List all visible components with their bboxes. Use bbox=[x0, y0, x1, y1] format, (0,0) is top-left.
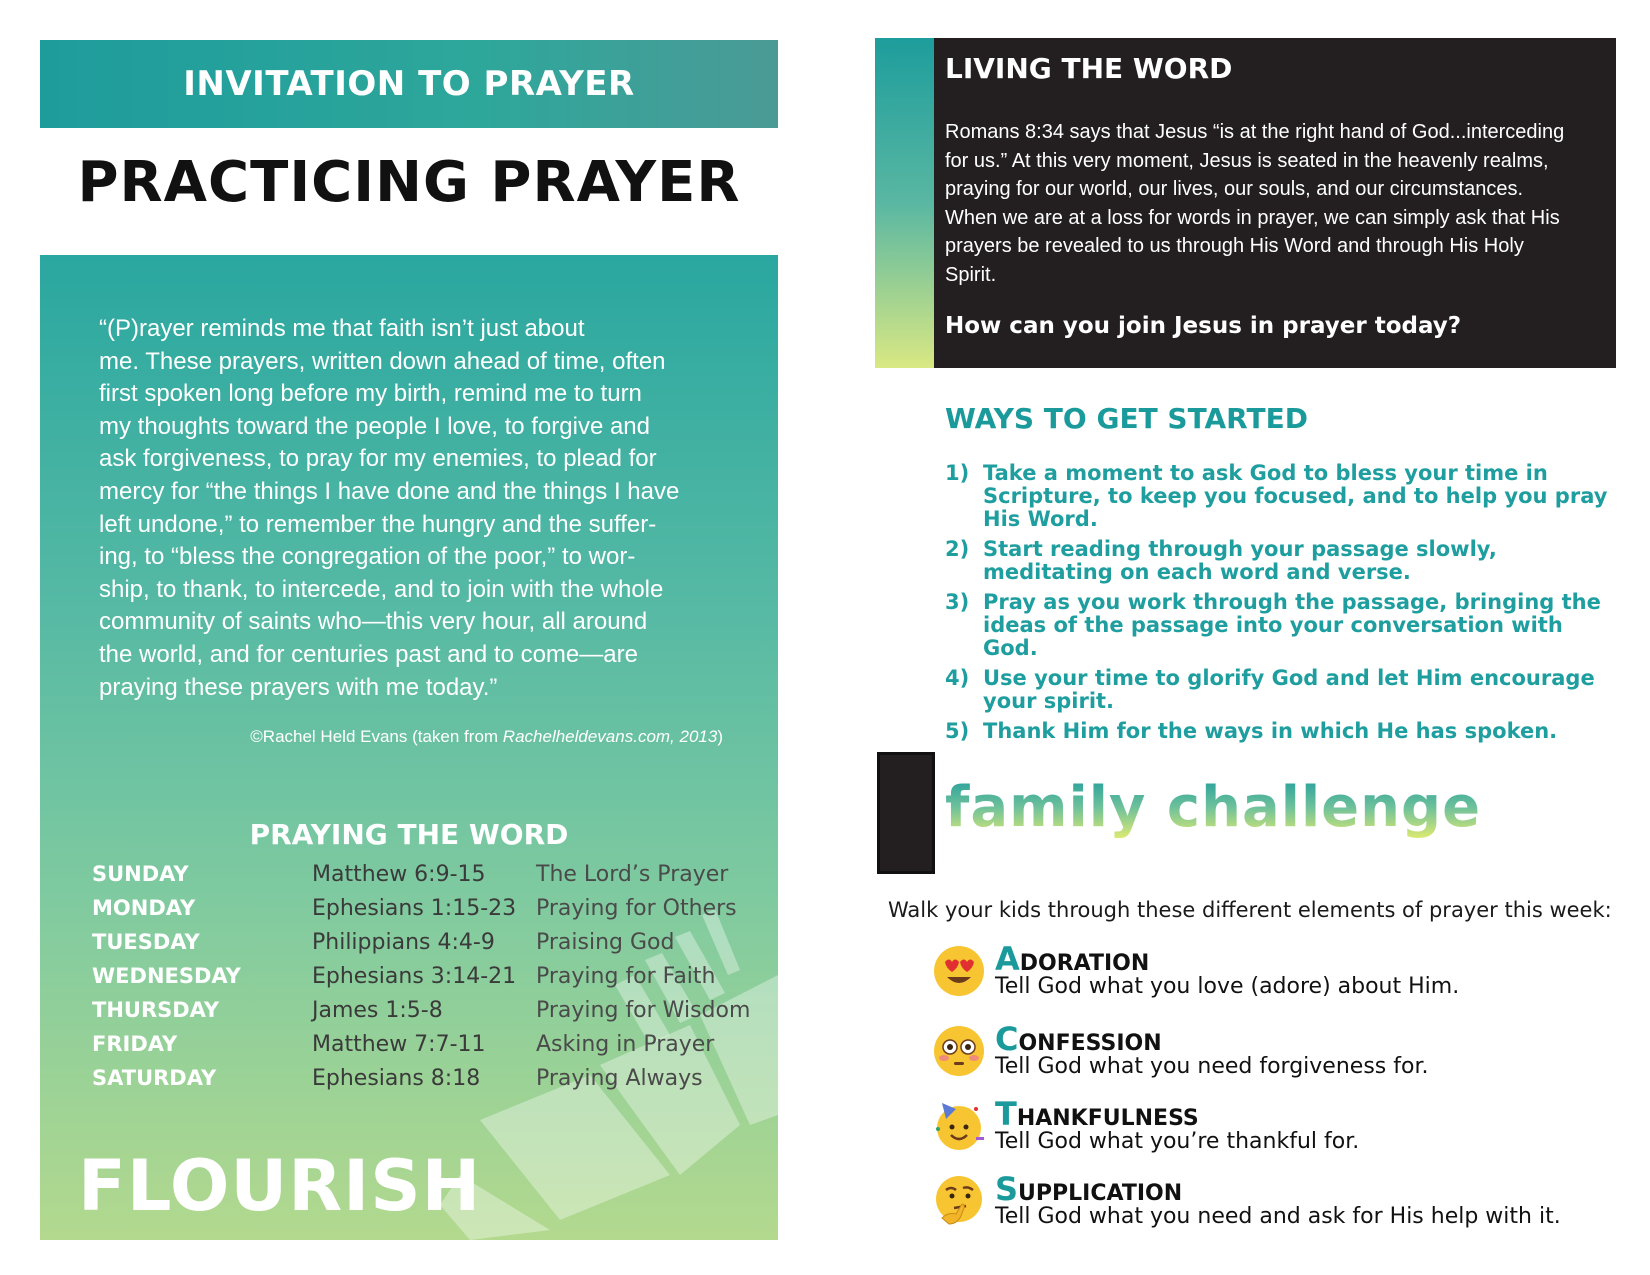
element-description: Tell God what you love (adore) about Him. bbox=[995, 974, 1460, 999]
step-item bbox=[945, 720, 1615, 743]
ltw-line: Romans 8:34 says that Jesus “is at the right hand of God...interceding bbox=[945, 121, 1565, 143]
reading-ref: Ephesians 1:15-23 bbox=[312, 896, 517, 921]
step-number: 1) bbox=[945, 461, 970, 485]
living-the-word-stripe bbox=[875, 38, 934, 368]
ltw-line: When we are at a loss for words in prayer, we can simply ask that His bbox=[945, 206, 1560, 229]
party-emoji-icon bbox=[932, 1099, 986, 1153]
step-text: Start reading through your passage slowly, meditating on each word and verse. bbox=[983, 537, 1497, 584]
step-item bbox=[945, 462, 1615, 531]
step-text: Thank Him for the ways in which He has spoken. bbox=[983, 719, 1558, 743]
flushed-emoji-icon bbox=[932, 1024, 986, 1078]
family-challenge-title: family challenge bbox=[945, 775, 1482, 840]
element-rest: DORATION bbox=[1019, 951, 1150, 976]
quote-line: left undone,” to remember the hungry and the suffer- bbox=[99, 510, 657, 538]
reading-topic: The Lord’s Prayer bbox=[536, 862, 729, 887]
step-text: Use your time to glorify God and let Him encourage your spirit. bbox=[983, 666, 1595, 713]
family-challenge-intro: Walk your kids through these different elements of prayer this week: bbox=[888, 898, 1612, 922]
living-the-word-text bbox=[945, 118, 1605, 289]
reading-row bbox=[92, 896, 772, 930]
ways-to-get-started-title: WAYS TO GET STARTED bbox=[945, 402, 1308, 435]
quote-panel bbox=[40, 255, 778, 1240]
reading-topic: Praying for Others bbox=[536, 896, 737, 921]
credit-source: Rachelheldevans.com, 2013 bbox=[502, 727, 718, 746]
reading-day: SATURDAY bbox=[92, 1066, 217, 1090]
element-initial: A bbox=[995, 940, 1020, 978]
reading-topic: Praising God bbox=[536, 930, 675, 955]
quote-line: praying these prayers with me today.” bbox=[99, 673, 498, 701]
quote-credit bbox=[250, 727, 723, 747]
reading-row bbox=[92, 930, 772, 964]
ltw-line: for us.” At this very moment, Jesus is seated in the heavenly realms, bbox=[945, 149, 1549, 172]
element-name bbox=[995, 1095, 1199, 1133]
element-rest: ONFESSION bbox=[1018, 1031, 1162, 1056]
thinking-emoji-icon bbox=[932, 1174, 986, 1228]
reading-topic: Praying for Wisdom bbox=[536, 998, 751, 1023]
prayer-element-supplication bbox=[932, 1170, 1632, 1240]
step-text: Pray as you work through the passage, bringing the ideas of the passage into your conversation with God. bbox=[983, 590, 1601, 660]
left-header-bar bbox=[40, 40, 778, 128]
quote-line: the world, and for centuries past and to come—are bbox=[99, 640, 638, 668]
quote-text bbox=[99, 313, 739, 704]
step-number: 4) bbox=[945, 666, 970, 690]
reading-ref: Ephesians 8:18 bbox=[312, 1066, 481, 1091]
element-description: Tell God what you need forgiveness for. bbox=[995, 1054, 1429, 1079]
ltw-line: prayers be revealed to us through His Word and through His Holy bbox=[945, 235, 1524, 257]
prayer-element-thankfulness bbox=[932, 1095, 1632, 1165]
page-title: PRACTICING PRAYER bbox=[77, 150, 741, 215]
reading-day: MONDAY bbox=[92, 896, 196, 920]
step-number: 5) bbox=[945, 719, 970, 743]
quote-line: my thoughts toward the people I love, to forgive and bbox=[99, 412, 651, 440]
living-the-word-title: LIVING THE WORD bbox=[945, 52, 1233, 85]
step-item bbox=[945, 591, 1615, 660]
family-challenge-marker bbox=[877, 752, 935, 874]
brand-logo-text: FLOURISH bbox=[78, 1145, 482, 1227]
element-rest: UPPLICATION bbox=[1018, 1181, 1183, 1206]
prayer-element-confession bbox=[932, 1020, 1632, 1090]
reading-day: SUNDAY bbox=[92, 862, 189, 886]
reading-day: THURSDAY bbox=[92, 998, 220, 1022]
reading-row bbox=[92, 862, 772, 896]
credit-suffix: ) bbox=[717, 727, 723, 746]
steps-list bbox=[945, 462, 1615, 750]
credit-prefix: ©Rachel Held Evans (taken from bbox=[250, 727, 503, 746]
reading-ref: Ephesians 3:14-21 bbox=[312, 964, 517, 989]
step-item bbox=[945, 538, 1615, 584]
reading-topic: Praying Always bbox=[536, 1066, 703, 1091]
living-the-word-question: How can you join Jesus in prayer today? bbox=[945, 313, 1462, 339]
element-name bbox=[995, 940, 1149, 978]
praying-the-word-title: PRAYING THE WORD bbox=[249, 818, 569, 851]
quote-line: me. These prayers, written down ahead of time, often bbox=[99, 347, 666, 375]
reading-day: WEDNESDAY bbox=[92, 964, 241, 988]
step-number: 2) bbox=[945, 537, 970, 561]
quote-line: ask forgiveness, to pray for my enemies, to plead for bbox=[99, 445, 657, 473]
reading-topic: Asking in Prayer bbox=[536, 1032, 715, 1057]
prayer-element-adoration bbox=[932, 940, 1632, 1010]
ltw-line: praying for our world, our lives, our souls, and our circumstances. bbox=[945, 178, 1524, 200]
quote-line: ship, to thank, to intercede, and to join with the whole bbox=[99, 575, 664, 603]
element-name bbox=[995, 1020, 1162, 1058]
reading-row bbox=[92, 964, 772, 998]
reading-ref: Matthew 7:7-11 bbox=[312, 1032, 486, 1057]
element-initial: T bbox=[995, 1095, 1017, 1133]
element-rest: HANKFULNESS bbox=[1016, 1106, 1199, 1131]
header-title: INVITATION TO PRAYER bbox=[183, 64, 635, 104]
element-name bbox=[995, 1170, 1182, 1208]
element-description: Tell God what you need and ask for His help with it. bbox=[995, 1204, 1561, 1229]
element-initial: C bbox=[995, 1020, 1019, 1058]
quote-line: ing, to “bless the congregation of the poor,” to wor- bbox=[99, 543, 636, 571]
reading-ref: James 1:5-8 bbox=[312, 998, 443, 1023]
element-description: Tell God what you’re thankful for. bbox=[995, 1129, 1360, 1154]
ltw-line: Spirit. bbox=[945, 263, 997, 286]
heart-eyes-emoji-icon bbox=[932, 944, 986, 998]
quote-line: “(P)rayer reminds me that faith isn’t just about bbox=[99, 315, 585, 342]
reading-row bbox=[92, 998, 772, 1032]
step-text: Take a moment to ask God to bless your time in Scripture, to keep you focused, and to help you pray His Word. bbox=[983, 461, 1608, 531]
reading-row bbox=[92, 1032, 772, 1066]
quote-line: community of saints who—this very hour, all around bbox=[99, 608, 648, 636]
step-number: 3) bbox=[945, 590, 970, 614]
quote-line: mercy for “the things I have done and the things I have bbox=[99, 477, 680, 505]
step-item bbox=[945, 667, 1615, 713]
quote-line: first spoken long before my birth, remind me to turn bbox=[99, 380, 642, 408]
reading-row bbox=[92, 1066, 772, 1100]
reading-ref: Matthew 6:9-15 bbox=[312, 862, 486, 887]
reading-day: FRIDAY bbox=[92, 1032, 178, 1056]
reading-ref: Philippians 4:4-9 bbox=[312, 930, 495, 955]
reading-topic: Praying for Faith bbox=[536, 964, 716, 989]
reading-day: TUESDAY bbox=[92, 930, 200, 954]
element-initial: S bbox=[995, 1170, 1019, 1208]
